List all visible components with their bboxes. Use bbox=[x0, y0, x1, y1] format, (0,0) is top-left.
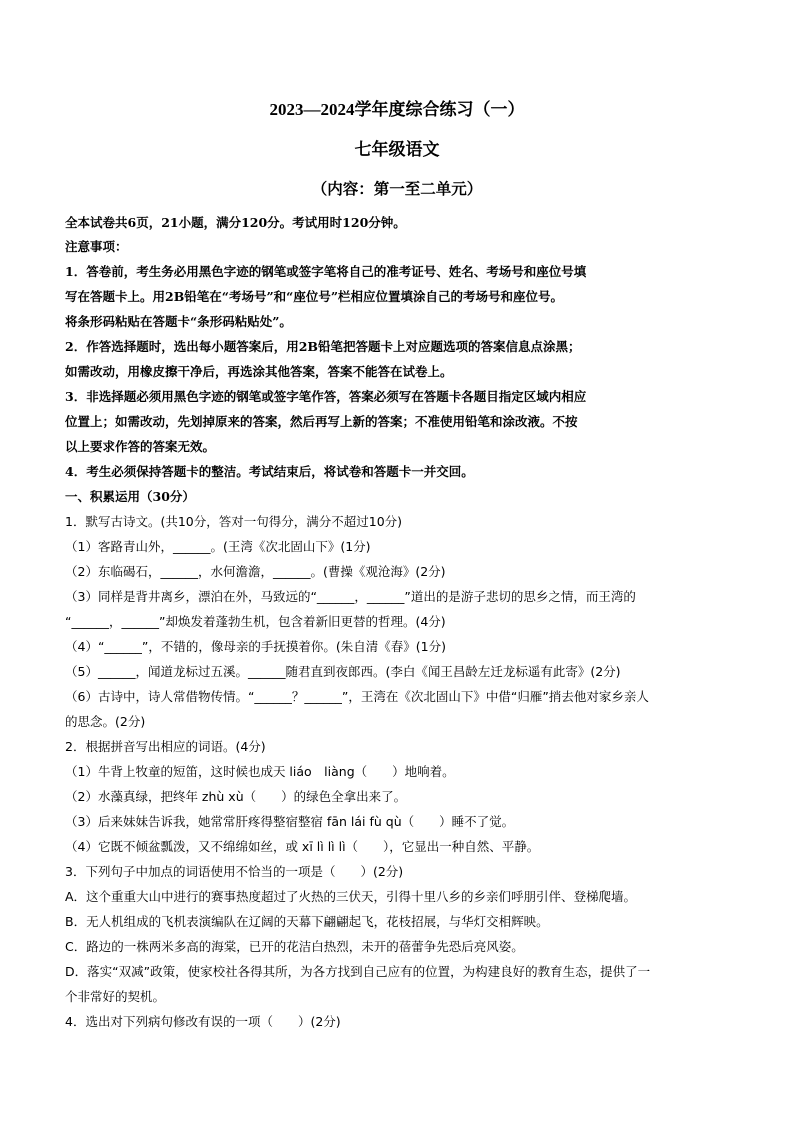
section-heading: 一、积累运用（30分） bbox=[65, 489, 195, 504]
question-line: C．路边的一株两米多高的海棠，已开的花洁白热烈，未开的蓓蕾争先恐后亮风姿。 bbox=[65, 939, 524, 954]
note-line: 2．作答选择题时，选出每小题答案后，用2B铅笔把答题卡上对应题选项的答案信息点涂黑； bbox=[65, 339, 581, 354]
note-line: 1．答卷前，考生务必用黑色字迹的钢笔或签字笔将自己的准考证号、姓名、考场号和座位号填 bbox=[65, 264, 587, 279]
exam-summary: 全本试卷共6页，21小题，满分120分。考试用时120分钟。 bbox=[65, 215, 406, 230]
note-line: 写在答题卡上。用2B铅笔在“考场号”和“座位号”栏相应位置填涂自己的考场号和座位号。 bbox=[65, 289, 564, 304]
note-line: 如需改动，用橡皮擦干净后，再选涂其他答案，答案不能答在试卷上。 bbox=[65, 364, 453, 379]
question-line: “______，______”却焕发着蓬勃生机，包含着新旧更替的哲理。(4分) bbox=[65, 614, 446, 629]
note-line: 3．非选择题必须用黑色字迹的钢笔或签字笔作答，答案必须写在答题卡各题目指定区域内相应 bbox=[65, 389, 587, 404]
question-line: （1）客路青山外，______。(王湾《次北固山下》(1分) bbox=[65, 539, 371, 554]
question-line: B．无人机组成的飞机表演编队在辽阔的天幕下翩翩起飞，花枝招展，与华灯交相辉映。 bbox=[65, 914, 549, 929]
question-line: 的思念。(2分) bbox=[65, 714, 146, 729]
note-line: 位置上；如需改动，先划掉原来的答案，然后再写上新的答案；不准使用铅笔和涂改液。不按 bbox=[65, 414, 578, 429]
subject-title: 七年级语文 bbox=[354, 140, 440, 159]
note-line: 4．考生必须保持答题卡的整洁。考试结束后，将试卷和答题卡一并交回。 bbox=[65, 464, 474, 479]
question-line: 3．下列句子中加点的词语使用不恰当的一项是（ ）(2分) bbox=[65, 864, 404, 879]
question-line: （4）“______”，不错的，像母亲的手抚摸着你。(朱自清《春》(1分) bbox=[65, 639, 446, 654]
question-line: 1．默写古诗文。(共10分，答对一句得分，满分不超过10分) bbox=[65, 514, 403, 529]
question-line: 4．选出对下列病句修改有误的一项（ ）(2分) bbox=[65, 1014, 341, 1029]
note-line: 将条形码粘贴在答题卡“条形码粘贴处”。 bbox=[65, 314, 292, 329]
notes-heading: 注意事项： bbox=[65, 239, 128, 254]
question-line: A．这个重重大山中进行的赛事热度超过了火热的三伏天，引得十里八乡的乡亲们呼朋引伴、登梯爬墙。 bbox=[65, 889, 637, 904]
note-line: 以上要求作答的答案无效。 bbox=[65, 439, 216, 454]
question-line: 2．根据拼音写出相应的词语。(4分) bbox=[65, 739, 266, 754]
question-line: （3）后来妹妹告诉我，她常常肝疼得整宿整宿 fān lái fù qù（ ）睡不了觉。 bbox=[65, 814, 515, 829]
question-line: （3）同样是背井离乡，漂泊在外，马致远的“______，______”道出的是游子悲切的思乡之情，而王湾的 bbox=[65, 589, 636, 604]
question-line: 个非常好的契机。 bbox=[65, 989, 166, 1004]
question-line: （2）东临碣石，______，水何澹澹，______。(曹操《观沧海》(2分) bbox=[65, 564, 446, 579]
exam-title: 2023—2024学年度综合练习（一） bbox=[269, 100, 525, 119]
question-line: （2）水藻真绿，把终年 zhù xù（ ）的绿色全拿出来了。 bbox=[65, 789, 407, 804]
question-line: D．落实“双减”政策，使家校社各得其所，为各方找到自己应有的位置，为构建良好的教育生态，提供了一 bbox=[65, 964, 651, 979]
content-scope: （内容：第一至二单元） bbox=[311, 181, 483, 198]
question-line: （5）______，闻道龙标过五溪。______随君直到夜郎西。(李白《闻王昌龄左迁龙标遥有此寄》(2分) bbox=[65, 664, 621, 679]
question-line: （6）古诗中，诗人常借物传情。“______？______”，王湾在《次北固山下》中借“归雁”捎去他对家乡亲人 bbox=[65, 689, 649, 704]
question-line: （4）它既不倾盆瓢泼，又不绵绵如丝，或 xī lì lì lì（ ），它显出一种自然、平静。 bbox=[65, 839, 540, 854]
question-line: （1）牛背上牧童的短笛，这时候也成天 liáo liàng（ ）地响着。 bbox=[65, 764, 455, 779]
